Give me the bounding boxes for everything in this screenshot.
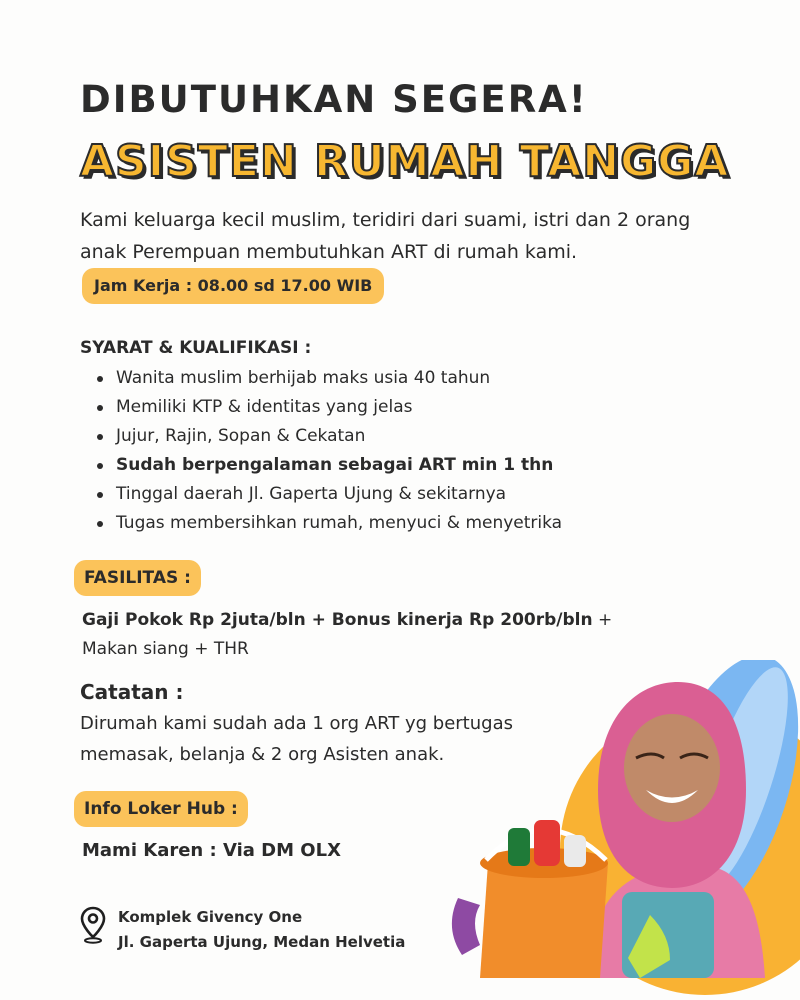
address-line-2: Jl. Gaperta Ujung, Medan Helvetia: [118, 933, 406, 951]
facilities-extras: Makan siang + THR: [82, 639, 249, 659]
cleaning-woman-photo: [440, 660, 800, 1000]
facilities-plus: +: [592, 610, 613, 630]
list-item: Memiliki KTP & identitas yang jelas: [95, 393, 655, 422]
list-item: Sudah berpengalaman sebagai ART min 1 thn: [95, 451, 655, 480]
facilities-text: [82, 606, 642, 664]
list-item: Tinggal daerah Jl. Gaperta Ujung & sekitarnya: [95, 480, 655, 509]
requirements-list: [95, 364, 655, 538]
list-item: Jujur, Rajin, Sopan & Cekatan: [95, 422, 655, 451]
contact-text: Mami Karen : Via DM OLX: [82, 840, 341, 861]
work-hours-badge: Jam Kerja : 08.00 sd 17.00 WIB: [82, 268, 384, 304]
job-title: ASISTEN RUMAH TANGGA: [80, 136, 730, 187]
info-label: Info Loker Hub :: [74, 791, 248, 827]
requirements-label: SYARAT & KUALIFIKASI :: [80, 338, 312, 358]
headline: DIBUTUHKAN SEGERA!: [80, 78, 588, 121]
map-pin-icon: [80, 906, 106, 944]
facilities-label: FASILITAS :: [74, 560, 201, 596]
facilities-salary: Gaji Pokok Rp 2juta/bln + Bonus kinerja Rp 200rb/bln: [82, 610, 593, 630]
list-item: Wanita muslim berhijab maks usia 40 tahun: [95, 364, 655, 393]
intro-text: Kami keluarga kecil muslim, teridiri dari suami, istri dan 2 orang anak Perempuan membutuhkan ART di rumah kami.: [80, 209, 691, 263]
list-item: Tugas membersihkan rumah, menyuci & menyetrika: [95, 509, 655, 538]
address-line-1: Komplek Givency One: [118, 908, 303, 926]
notes-text: Dirumah kami sudah ada 1 org ART yg bertugas memasak, belanja & 2 org Asisten anak.: [80, 713, 513, 765]
notes-title: Catatan :: [80, 680, 184, 704]
